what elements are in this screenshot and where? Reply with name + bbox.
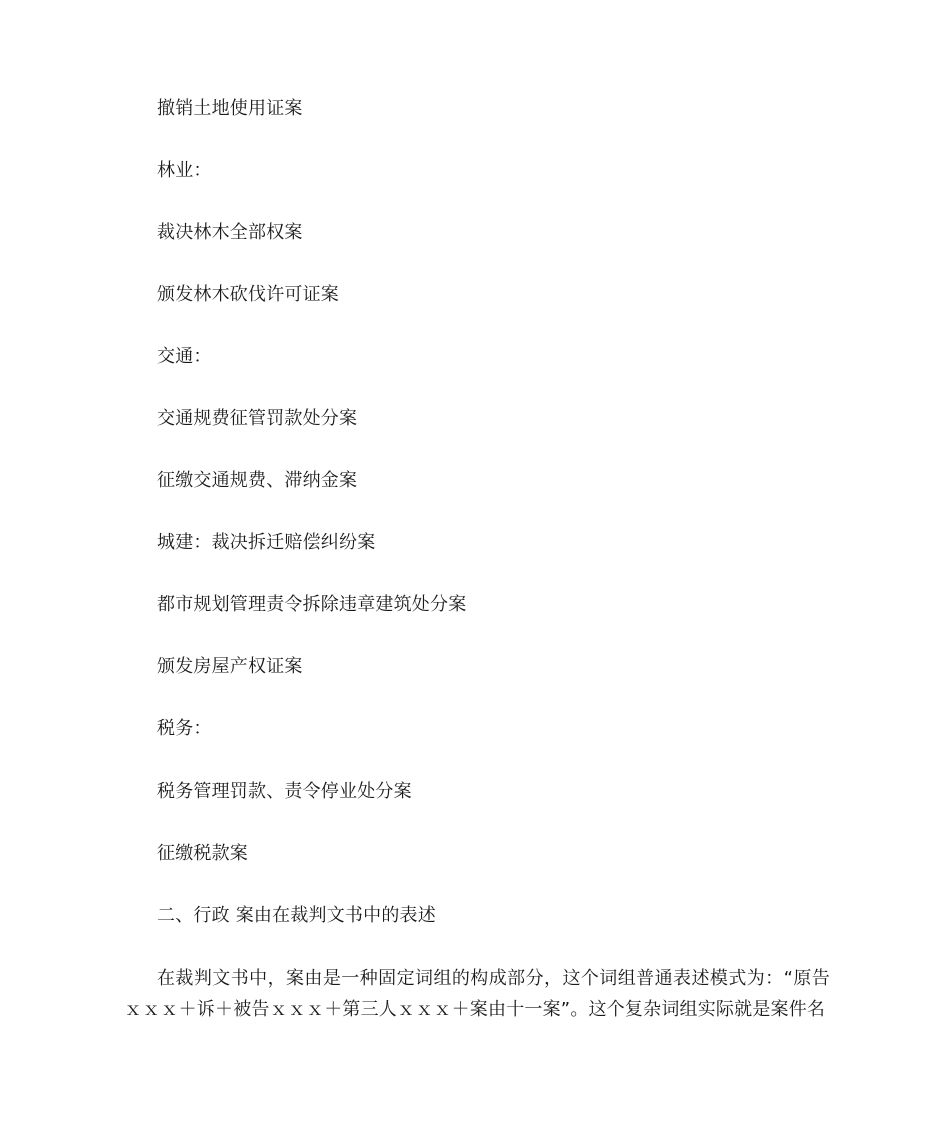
- text-line: 征缴税款案: [157, 843, 248, 864]
- section-heading-transport: 交通：: [157, 346, 212, 367]
- text-line: 税务管理罚款、责令停业处分案: [157, 781, 412, 802]
- text-line: 撤销土地使用证案: [157, 98, 303, 119]
- body-paragraph: 在裁判文书中，案由是一种固定词组的构成部分，这个词组普通表述模式为：“原告ｘｘｘ＋诉＋被告ｘｘｘ＋第三人ｘｘｘ＋案由十一案”。这个复杂词组实际就是案件名: [124, 968, 830, 1020]
- text-line: 裁决林木全部权案: [157, 222, 303, 243]
- text-line: 颁发房屋产权证案: [157, 656, 303, 677]
- section-heading-taxation: 税务：: [157, 718, 212, 739]
- section-heading-two: 二、行政 案由在裁判文书中的表述: [157, 905, 436, 926]
- text-line: 颁发林木砍伐许可证案: [157, 284, 339, 305]
- text-line: 交通规费征管罚款处分案: [157, 408, 358, 429]
- text-line: 都市规划管理责令拆除违章建筑处分案: [157, 594, 467, 615]
- section-heading-urban-construction: 城建：裁决拆迁赔偿纠纷案: [157, 532, 376, 553]
- section-heading-forestry: 林业：: [157, 160, 212, 181]
- text-line: 征缴交通规费、滞纳金案: [157, 470, 358, 491]
